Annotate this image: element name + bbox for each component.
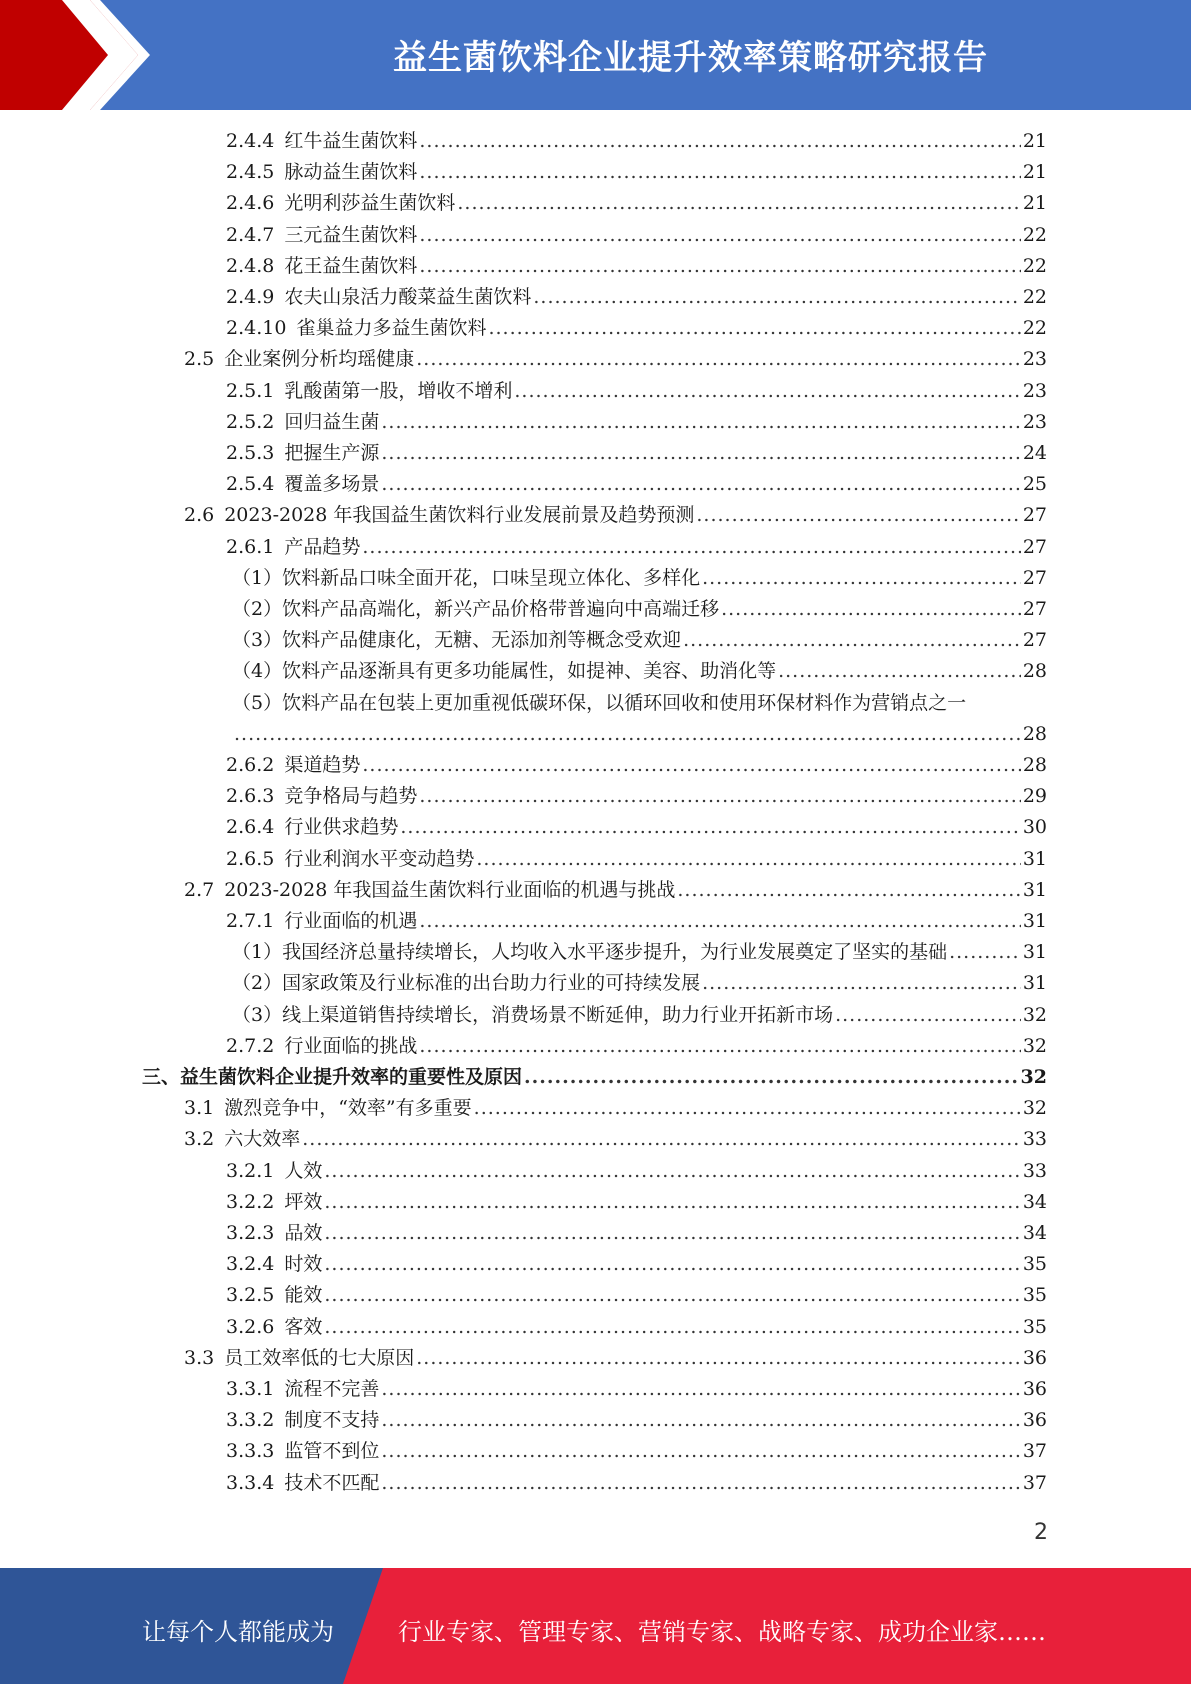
- toc-entry-title: （5）饮料产品在包装上更加重视低碳环保，以循环回收和使用环保材料作为营销点之一: [232, 691, 967, 714]
- toc-entry-title: 激烈竞争中，“效率”有多重要: [224, 1097, 472, 1120]
- toc-entry-page: 34: [1022, 1222, 1047, 1244]
- toc-entry-page: 31: [1022, 972, 1047, 995]
- toc-entry-title: 竞争格局与趋势: [284, 785, 418, 808]
- toc-leader-dots: [416, 344, 1021, 375]
- toc-leader-dots: [419, 251, 1020, 282]
- toc-entry-title: 回归益生菌: [284, 410, 380, 433]
- toc-leader-dots: [381, 1468, 1020, 1499]
- toc-entry[interactable]: [0, 906, 1047, 937]
- toc-entry-page: 31: [1022, 910, 1047, 932]
- toc-leader-dots: [683, 625, 1021, 656]
- toc-leader-dots: [381, 1374, 1020, 1405]
- toc-entry-number: 2.4.9: [226, 286, 275, 308]
- toc-entry-page: 23: [1022, 348, 1047, 371]
- toc-leader-dots: [524, 1062, 1019, 1093]
- toc-leader-dots: [835, 1000, 1021, 1031]
- toc-entry-page: 34: [1022, 1190, 1047, 1213]
- toc-entry-title: （4）饮料产品逐渐具有更多功能属性，如提神、美容、助消化等: [232, 660, 777, 683]
- toc-entry[interactable]: [0, 282, 1047, 313]
- toc-entry-title: 三、益生菌饮料企业提升效率的重要性及原因: [142, 1066, 523, 1088]
- toc-entry[interactable]: [0, 1468, 1047, 1499]
- toc-entry-title: （3）饮料产品健康化，无糖、无添加剂等概念受欢迎: [232, 629, 682, 652]
- toc-entry-number: 3.3.4: [226, 1471, 275, 1494]
- toc-entry-page: 23: [1022, 379, 1047, 402]
- toc-entry[interactable]: [0, 407, 1047, 438]
- toc-leader-dots: [234, 719, 1021, 750]
- toc-entry-number: 2.6: [184, 504, 215, 527]
- toc-leader-dots: [419, 126, 1020, 157]
- toc-entry-page: 37: [1022, 1440, 1047, 1463]
- toc-entry-number: 2.7.2: [226, 1034, 275, 1057]
- toc-entry-number: 3.2.6: [226, 1315, 275, 1338]
- toc-entry-number: 3.2.2: [226, 1190, 275, 1213]
- toc-entry[interactable]: [0, 251, 1047, 282]
- toc-leader-dots: [416, 1343, 1021, 1374]
- toc-leader-dots: [324, 1156, 1020, 1187]
- toc-entry-number: 3.2.4: [226, 1253, 275, 1276]
- toc-entry[interactable]: [0, 625, 1047, 656]
- toc-entry[interactable]: [0, 1031, 1047, 1062]
- toc-entry[interactable]: [0, 220, 1047, 251]
- toc-entry-number: 3.2: [184, 1128, 215, 1151]
- toc-entry-number: 3.2.1: [226, 1159, 275, 1182]
- toc-entry-title: （1）饮料新品口味全面开花，口味呈现立体化、多样化: [232, 566, 701, 589]
- toc-entry-number: 2.6.4: [226, 816, 275, 839]
- toc-entry-page: 35: [1022, 1253, 1047, 1276]
- toc-entry-title: （1）我国经济总量持续增长，人均收入水平逐步提升，为行业发展奠定了坚实的基础: [232, 941, 948, 964]
- footer-slogan-right: 行业专家、管理专家、营销专家、战略专家、成功企业家……: [398, 1618, 1046, 1646]
- toc-entry-page: 36: [1022, 1409, 1047, 1432]
- toc-entry-page: 27: [1022, 598, 1047, 620]
- toc-entry-page: 22: [1022, 286, 1047, 308]
- toc-entry-number: 2.4.8: [226, 254, 275, 277]
- toc-leader-dots: [949, 937, 1021, 968]
- toc-entry[interactable]: [0, 594, 1047, 625]
- toc-entry-page: 32: [1022, 1097, 1047, 1120]
- toc-entry-page: 28: [1022, 722, 1047, 745]
- toc-entry[interactable]: [0, 781, 1047, 812]
- toc-entry-number: 3.3.1: [226, 1378, 275, 1400]
- toc-entry-number: 3.3.3: [226, 1440, 275, 1463]
- toc-entry-title: 员工效率低的七大原因: [224, 1346, 415, 1369]
- toc-entry[interactable]: [0, 563, 1047, 594]
- toc-entry-page: 21: [1022, 130, 1047, 152]
- toc-leader-dots: [721, 594, 1021, 625]
- toc-entry-page: 31: [1022, 847, 1047, 870]
- toc-entry[interactable]: [0, 812, 1047, 843]
- toc-entry[interactable]: [0, 313, 1047, 344]
- toc-leader-dots: [474, 1093, 1021, 1124]
- toc-entry[interactable]: [0, 656, 1047, 687]
- toc-entry[interactable]: [0, 157, 1047, 188]
- toc-entry-number: 3.3: [184, 1346, 215, 1369]
- page-footer: [0, 1568, 1191, 1684]
- toc-entry-page: 33: [1022, 1128, 1047, 1151]
- toc-entry-number: 2.4.10: [226, 317, 287, 340]
- toc-entry[interactable]: [0, 1280, 1047, 1311]
- toc-entry[interactable]: [0, 1312, 1047, 1343]
- toc-entry-title: 技术不匹配: [284, 1471, 380, 1494]
- toc-leader-dots: [702, 968, 1021, 999]
- toc-entry[interactable]: [0, 968, 1047, 999]
- toc-entry-title: 把握生产源: [284, 442, 380, 464]
- toc-entry-page: 32: [1022, 1003, 1047, 1026]
- toc-leader-dots: [419, 906, 1020, 937]
- toc-entry[interactable]: [0, 719, 1047, 750]
- toc-entry-number: 3.3.2: [226, 1409, 275, 1432]
- toc-entry[interactable]: [0, 875, 1047, 906]
- toc-entry-title: 农夫山泉活力酸菜益生菌饮料: [284, 286, 532, 308]
- toc-entry[interactable]: [0, 937, 1047, 968]
- toc-entry-number: 2.4.5: [226, 161, 275, 184]
- toc-entry-number: 2.7: [184, 878, 215, 901]
- toc-entry[interactable]: [0, 438, 1047, 469]
- toc-entry-title: 制度不支持: [284, 1409, 380, 1432]
- toc-entry-title: 流程不完善: [284, 1378, 380, 1400]
- toc-entry-number: 2.4.7: [226, 223, 275, 246]
- toc-leader-dots: [302, 1124, 1021, 1155]
- toc-entry-number: 3.2.3: [226, 1222, 275, 1244]
- toc-leader-dots: [381, 1436, 1020, 1467]
- toc-leader-dots: [457, 188, 1020, 219]
- toc-entry-page: 21: [1022, 161, 1047, 184]
- toc-entry[interactable]: [0, 500, 1047, 531]
- toc-leader-dots: [324, 1249, 1020, 1280]
- document-title: 益生菌饮料企业提升效率策略研究报告: [393, 38, 988, 78]
- toc-entry-page: 28: [1022, 660, 1047, 683]
- toc-entry-number: 2.6.3: [226, 785, 275, 808]
- toc-entry-page: 22: [1022, 254, 1047, 277]
- toc-entry-page: 27: [1022, 504, 1047, 527]
- toc-leader-dots: [476, 844, 1020, 875]
- toc-entry-number: 2.5.3: [226, 442, 275, 464]
- toc-entry-page: 24: [1022, 442, 1047, 464]
- toc-entry-page: 23: [1022, 410, 1047, 433]
- toc-entry-number: 2.6.1: [226, 535, 275, 558]
- toc-entry-page: 33: [1022, 1159, 1047, 1182]
- toc-leader-dots: [696, 500, 1020, 531]
- toc-leader-dots: [702, 563, 1021, 594]
- toc-leader-dots: [362, 750, 1020, 781]
- toc-entry[interactable]: [0, 1093, 1047, 1124]
- toc-entry-page: 25: [1022, 473, 1047, 496]
- toc-leader-dots: [419, 1031, 1020, 1062]
- toc-entry-number: 2.6.2: [226, 754, 275, 776]
- toc-entry[interactable]: [0, 1000, 1047, 1031]
- toc-entry-title: 行业供求趋势: [284, 816, 399, 839]
- toc-leader-dots: [400, 812, 1020, 843]
- toc-entry-page: 31: [1022, 941, 1047, 964]
- toc-entry-title: 时效: [284, 1253, 323, 1276]
- toc-entry-number: 2.4.6: [226, 192, 275, 215]
- toc-entry-number: 2.5.1: [226, 379, 275, 402]
- toc-entry-page: 21: [1022, 192, 1047, 215]
- toc-leader-dots: [324, 1218, 1020, 1249]
- toc-entry-number: 2.5: [184, 348, 215, 371]
- toc-entry[interactable]: [0, 750, 1047, 781]
- toc-entry[interactable]: [0, 126, 1047, 157]
- toc-entry[interactable]: [0, 1187, 1047, 1218]
- toc-leader-dots: [419, 220, 1020, 251]
- toc-entry-page: 35: [1022, 1284, 1047, 1307]
- toc-leader-dots: [419, 781, 1020, 812]
- toc-entry-page: 27: [1022, 629, 1047, 652]
- toc-leader-dots: [488, 313, 1020, 344]
- page-header: [0, 0, 1191, 110]
- toc-entry-title: 乳酸菌第一股，增收不增利: [284, 379, 513, 402]
- toc-entry-title: 渠道趋势: [284, 754, 361, 776]
- toc-entry-number: 2.5.4: [226, 473, 275, 496]
- toc-entry-number: 2.6.5: [226, 847, 275, 870]
- toc-entry[interactable]: [0, 1156, 1047, 1187]
- toc-entry-page: 37: [1022, 1471, 1047, 1494]
- toc-entry[interactable]: [0, 1062, 1047, 1093]
- toc-entry-page: 36: [1022, 1378, 1047, 1400]
- toc-entry-title: 光明利莎益生菌饮料: [284, 192, 456, 215]
- toc-entry-number: 2.4.4: [226, 130, 275, 152]
- toc-entry-title: 企业案例分析均瑶健康: [224, 348, 415, 371]
- toc-leader-dots: [324, 1312, 1020, 1343]
- toc-leader-dots: [381, 407, 1020, 438]
- toc-entry[interactable]: [0, 376, 1047, 407]
- toc-entry-title: 客效: [284, 1315, 323, 1338]
- toc-entry[interactable]: [0, 1218, 1047, 1249]
- toc-leader-dots: [324, 1280, 1020, 1311]
- toc-entry-title: 花王益生菌饮料: [284, 254, 418, 277]
- toc-entry-page: 31: [1022, 878, 1047, 901]
- toc-entry-number: 3.1: [184, 1097, 215, 1120]
- footer-slogan-left: 让每个人都能成为: [142, 1618, 334, 1646]
- toc-leader-dots: [381, 438, 1020, 469]
- toc-leader-dots: [324, 1187, 1020, 1218]
- toc-entry-title: 行业利润水平变动趋势: [284, 847, 475, 870]
- toc-entry-title: 行业面临的挑战: [284, 1034, 418, 1057]
- toc-entry-title: 品效: [284, 1222, 323, 1244]
- toc-entry-page: 30: [1022, 816, 1047, 839]
- toc-entry[interactable]: [0, 844, 1047, 875]
- toc-entry-page: 27: [1022, 566, 1047, 589]
- toc-entry[interactable]: [0, 1374, 1047, 1405]
- toc-entry[interactable]: [0, 469, 1047, 500]
- toc-entry-title: 红牛益生菌饮料: [284, 130, 418, 152]
- toc-entry-page: 32: [1020, 1066, 1047, 1088]
- toc-leader-dots: [381, 1405, 1020, 1436]
- page-number: 2: [1034, 1520, 1048, 1545]
- toc-leader-dots: [362, 532, 1020, 563]
- toc-entry-title: 三元益生菌饮料: [284, 223, 418, 246]
- toc-entry[interactable]: [0, 344, 1047, 375]
- toc-leader-dots: [677, 875, 1020, 906]
- toc-entry-title: 产品趋势: [284, 535, 361, 558]
- toc-entry[interactable]: [0, 1405, 1047, 1436]
- toc-leader-dots: [533, 282, 1020, 313]
- toc-leader-dots: [778, 656, 1021, 687]
- toc-entry-title: 雀巢益力多益生菌饮料: [296, 317, 487, 340]
- toc-entry-title: （2）饮料产品高端化，新兴产品价格带普遍向中高端迁移: [232, 598, 720, 620]
- toc-entry[interactable]: [0, 1124, 1047, 1155]
- toc-entry-title: （2）国家政策及行业标准的出台助力行业的可持续发展: [232, 972, 701, 995]
- toc-entry-page: 27: [1022, 535, 1047, 558]
- toc-entry[interactable]: [0, 532, 1047, 563]
- toc-entry-title: 六大效率: [224, 1128, 301, 1151]
- toc-entry[interactable]: [0, 188, 1047, 219]
- toc-entry-title: 脉动益生菌饮料: [284, 161, 418, 184]
- toc-entry-number: 2.7.1: [226, 910, 275, 932]
- toc-entry-title: （3）线上渠道销售持续增长，消费场景不断延伸，助力行业开拓新市场: [232, 1003, 834, 1026]
- toc-entry-page: 35: [1022, 1315, 1047, 1338]
- toc-entry-title: 人效: [284, 1159, 323, 1182]
- toc-entry-number: 3.2.5: [226, 1284, 275, 1307]
- toc-entry-title: 能效: [284, 1284, 323, 1307]
- toc-entry[interactable]: [0, 1249, 1047, 1280]
- toc-entry-title: 2023-2028 年我国益生菌饮料行业面临的机遇与挑战: [224, 878, 676, 901]
- toc-entry-page: 22: [1022, 223, 1047, 246]
- toc-entry-page: 28: [1022, 754, 1047, 776]
- toc-leader-dots: [514, 376, 1020, 407]
- toc-entry-title: 2023-2028 年我国益生菌饮料行业发展前景及趋势预测: [224, 504, 695, 527]
- toc-entry-title: 行业面临的机遇: [284, 910, 418, 932]
- toc-entry-page: 32: [1022, 1034, 1047, 1057]
- toc-entry-title: 监管不到位: [284, 1440, 380, 1463]
- toc-entry-page: 22: [1022, 317, 1047, 340]
- toc-entry-title: 覆盖多场景: [284, 473, 380, 496]
- toc-entry-page: 29: [1022, 785, 1047, 808]
- toc-entry[interactable]: [0, 1343, 1047, 1374]
- toc-leader-dots: [381, 469, 1020, 500]
- toc-entry-title: 坪效: [284, 1190, 323, 1213]
- toc-entry-page: 36: [1022, 1346, 1047, 1369]
- toc-entry-number: 2.5.2: [226, 410, 275, 433]
- toc-leader-dots: [419, 157, 1020, 188]
- toc-entry[interactable]: [0, 1436, 1047, 1467]
- toc-entry[interactable]: [0, 688, 1047, 719]
